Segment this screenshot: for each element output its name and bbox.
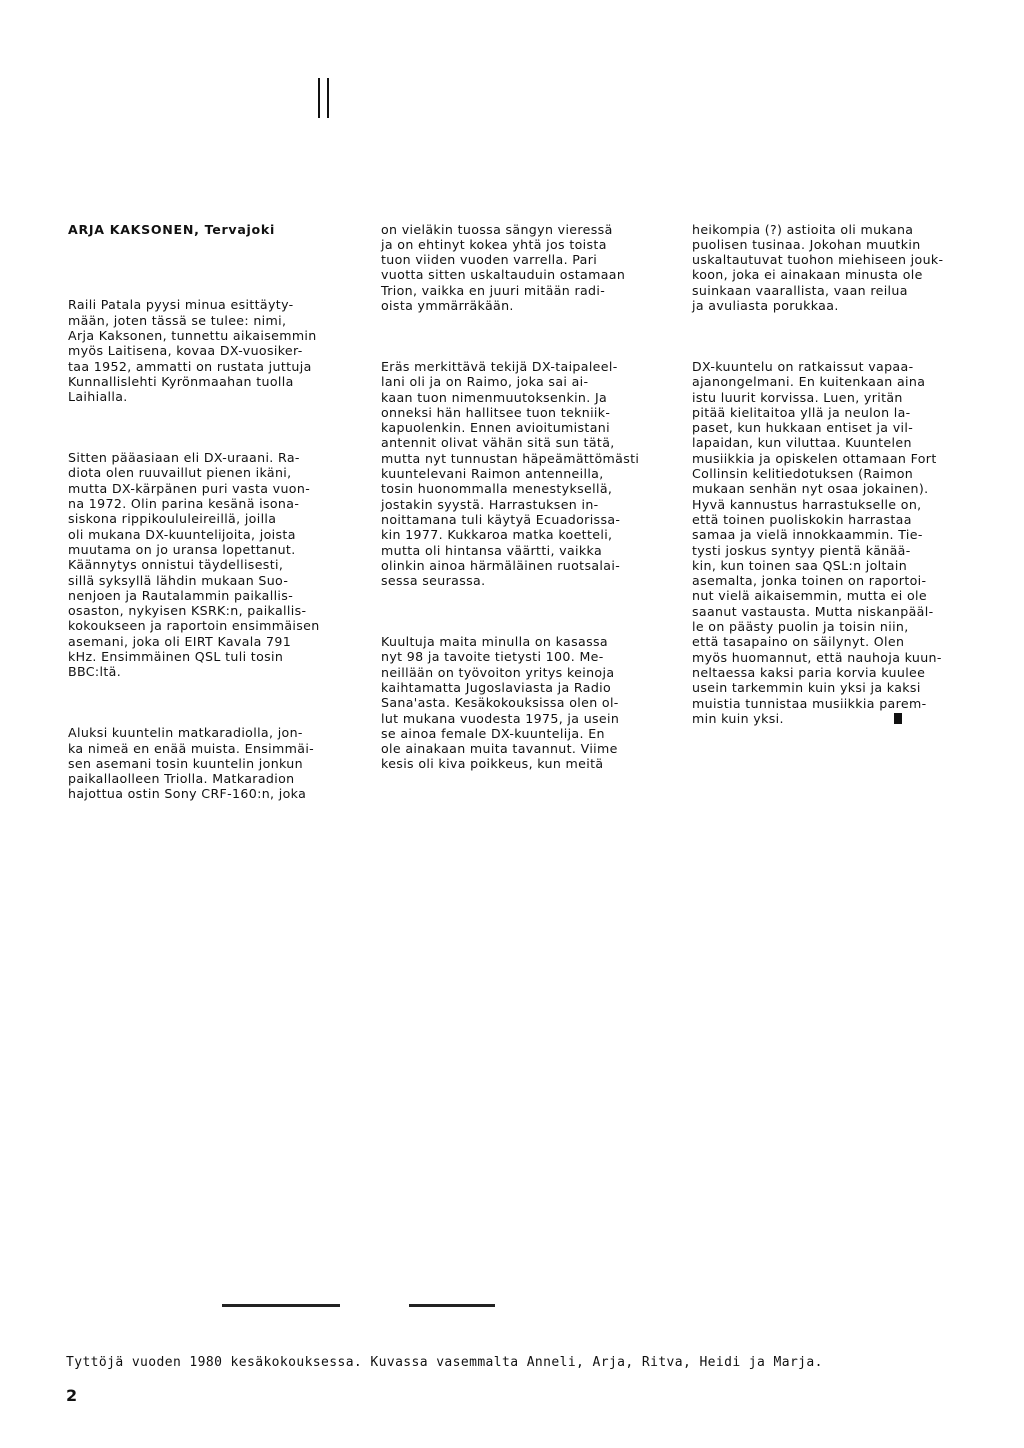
paragraph-text: DX-kuuntelu on ratkaissut vapaa- ajanongelmani. En kuitenkaan aina istu luurit korvissa. Luen, yritän pitää kielitaitoa yllä ja neulon la- paset, kun hukkaan entiset ja vil- lapaidan, kun viluttaa. Kuuntelen musiikkia ja opiskelen ottamaan Fort Collinsin kelitiedotuksen (Raimon mukaan senhän nyt osaa jokainen). Hyvä kannustus harrastukselle on, että toinen puoliskokin harrastaa samaa ja vielä innokkaammin. Tie- tysti joskus syntyy pientä känää- kin, kun toinen saa QSL:n joltain asemalta, jonka toinen on raportoi- nut vielä aikaisemmin, mutta ei ole saanut vastausta. Mutta niskanpääl- le on päästy puolin ja toisin niin, että tasapaino on säilynyt. Olen myös huomannut, että nauhoja kuun- neltaessa kaksi paria korvia kuulee usein tarkemmin kuin yksi ja kaksi muistia tunnistaa musiikkia parem- min kuin yksi. — [692, 358, 942, 726]
top-vertical-marks — [318, 78, 332, 118]
article-column-2 — [381, 191, 663, 802]
paragraph: heikompia (?) astioita oli mukana puolisen tusinaa. Jokohan muutkin uskaltautuvat tuohon miehiseen jouk- koon, joka ei ainakaan minusta ole suinkaan vaarallista, vaan reilua ja avuliasta porukkaa. — [692, 221, 944, 314]
paragraph: Raili Patala pyysi minua esittäyty- mään, joten tässä se tulee: nimi, Arja Kaksonen, tunnettu aikaisemmin myös Laitisena, kovaa DX-vuosiker- taa 1952, ammatti on rustata juttuja Kunnallislehti Kyrönmaahan tuolla Laihialla. — [68, 297, 317, 405]
end-of-article-mark — [894, 713, 902, 724]
paragraph-final — [692, 359, 982, 726]
paragraph: Eräs merkittävä tekijä DX-taipaleel- lani oli ja on Raimo, joka sai ai- kaan tuon nimenmuutoksenkin. Ja onneksi hän hallitsee tuon tekniik- kapuolenkin. Ennen avioitumistani antennit olivat vähän sitä sun tätä, mutta nyt tunnustan häpeämättömästi kuuntelevani Raimon antenneilla, tosin huonommalla menestyksellä, jostakin syystä. Harrastuksen in- noittamana tuli käytyä Ecuadorissa- kin 1977. Kukkaroa matka koetteli, mutta oli hintansa väärtti, vaikka olinkin ainoa härmäläinen ruotsalai- sessa seurassa. — [381, 358, 640, 589]
paragraph: Sitten pääasiaan eli DX-uraani. Ra- diota olen ruuvaillut pienen ikäni, mutta DX-kärpänen puri vasta vuon- na 1972. Olin parina kesänä isona- siskona rippikoululeireillä, joilla oli mukana DX-kuuntelijoita, joista muutama on jo uransa lopettanut. Käännytys onnistui täydellisesti, sillä syksyllä lähdin mukaan Suo- nenjoen ja Rautalammin paikallis- osaston, nykyisen KSRK:n, paikallis- kokoukseen ja raportoin ensimmäisen asemani, joka oli EIRT Kavala 791 kHz. Ensimmäinen QSL tuli tosin BBC:ltä. — [68, 450, 320, 680]
article-column-1 — [68, 191, 358, 832]
paragraph: on vieläkin tuossa sängyn vieressä ja on ehtinyt kokea yhtä jos toista tuon viiden vuoden varrella. Pari vuotta sitten uskaltauduin ostamaan Trion, vaikka en juuri mitään radi- oista ymmärräkään. — [381, 221, 626, 314]
photo-remnant-right — [409, 1304, 495, 1307]
vertical-mark — [327, 78, 329, 118]
paragraph: Kuultuja maita minulla on kasassa nyt 98 ja tavoite tietysti 100. Me- neillään on työvoiton yritys keinoja kaihtamatta Jugoslaviasta ja Radio Sana'asta. Kesäkokouksissa olen ol- lut mukana vuodesta 1975, ja usein se ainoa female DX-kuuntelija. En ole ainakaan muita tavannut. Viime kesis oli kiva poikkeus, kun meitä — [381, 634, 620, 772]
article-heading: ARJA KAKSONEN, Tervajoki — [68, 221, 275, 237]
photo-remnant-left — [222, 1304, 340, 1307]
page-number: 2 — [66, 1386, 78, 1405]
article-column-3 — [692, 191, 982, 756]
paragraph: Aluksi kuuntelin matkaradiolla, jon- ka nimeä en enää muista. Ensimmäi- sen asemani tosin kuuntelin jonkun paikallaolleen Triolla. Matkaradion hajottua ostin Sony CRF-160:n, joka — [68, 725, 315, 802]
vertical-mark — [318, 78, 320, 118]
photo-caption: Tyttöjä vuoden 1980 kesäkokouksessa. Kuvassa vasemmalta Anneli, Arja, Ritva, Heidi ja Marja. — [66, 1355, 823, 1370]
